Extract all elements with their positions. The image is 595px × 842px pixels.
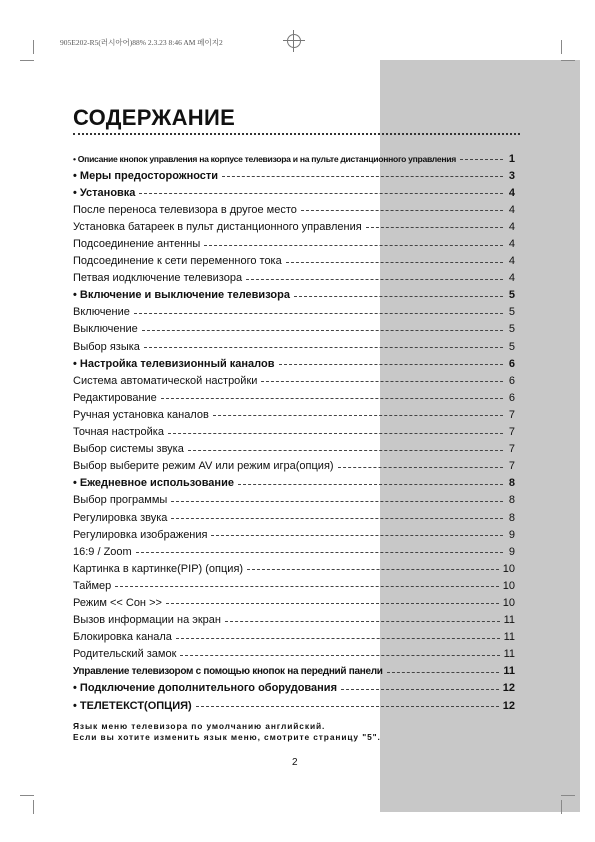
toc-entry-page: 6: [508, 391, 515, 404]
toc-entry-label: • Установка: [73, 186, 136, 199]
toc-entry-page: 4: [508, 186, 515, 199]
toc-entry-page: 5: [508, 306, 515, 319]
toc-entry-page: 7: [508, 460, 515, 473]
toc-entry-label: Ручная установка каналов: [73, 408, 209, 421]
toc-entry[interactable]: [73, 492, 515, 509]
toc-entry[interactable]: [73, 424, 515, 441]
toc-entry[interactable]: [73, 406, 515, 423]
toc-entry-page: 6: [508, 374, 515, 387]
toc-leader-dots: [171, 518, 503, 519]
toc-entry[interactable]: [73, 526, 515, 543]
toc-entry[interactable]: [73, 629, 515, 646]
toc-entry-page: 4: [508, 203, 515, 216]
toc-entry-page: 7: [508, 426, 515, 439]
toc-leader-dots: [225, 621, 500, 622]
toc-entry[interactable]: [73, 218, 515, 235]
toc-entry-label: Система автоматической настройки: [73, 374, 258, 387]
toc-entry-page: 5: [508, 289, 515, 302]
toc-entry[interactable]: [73, 201, 515, 218]
toc-leader-dots: [279, 364, 503, 365]
note-line: Если вы хотите изменить язык меню, смотрите страницу "5".: [73, 732, 381, 742]
toc-entry-page: 10: [502, 562, 515, 575]
toc-entry-label: • Настройка телевизионный каналов: [73, 357, 275, 370]
toc-entry-page: 8: [508, 494, 515, 507]
toc-entry-label: Установка батареек в пульт дистанционного управления: [73, 220, 362, 233]
crop-mark-icon: [561, 40, 562, 54]
toc-entry-page: 9: [508, 528, 515, 541]
registration-mark-icon: [283, 30, 305, 52]
toc-entry-page: 1: [508, 152, 515, 165]
toc-entry-page: 8: [508, 511, 515, 524]
toc-leader-dots: [161, 398, 503, 399]
crop-mark-icon: [20, 60, 34, 61]
toc-entry[interactable]: [73, 680, 515, 697]
toc-entry[interactable]: [73, 287, 515, 304]
toc-leader-dots: [115, 586, 498, 587]
toc-leader-dots: [166, 603, 499, 604]
toc-leader-dots: [460, 159, 503, 160]
toc-leader-dots: [301, 210, 503, 211]
crop-mark-icon: [20, 795, 34, 796]
toc-leader-dots: [213, 415, 503, 416]
toc-entry-label: • Подключение дополнительного оборудования: [73, 682, 337, 695]
toc-leader-dots: [168, 433, 503, 434]
toc-leader-dots: [366, 227, 503, 228]
toc-leader-dots: [142, 330, 503, 331]
crop-mark-icon: [561, 60, 575, 61]
toc-entry-page: 3: [508, 169, 515, 182]
crop-mark-icon: [561, 795, 575, 796]
toc-entry-label: • Включение и выключение телевизора: [73, 289, 290, 302]
toc-leader-dots: [286, 262, 503, 263]
toc-entry-page: 8: [508, 477, 515, 490]
toc-entry-page: 5: [508, 323, 515, 336]
crop-mark-icon: [561, 800, 562, 814]
toc-entry[interactable]: [73, 509, 515, 526]
toc-leader-dots: [204, 245, 503, 246]
note-line: Язык меню телевизора по умолчанию английский.: [73, 721, 326, 731]
toc-entry-page: 12: [502, 682, 515, 695]
toc-entry[interactable]: [73, 167, 515, 184]
toc-entry[interactable]: [73, 560, 515, 577]
toc-leader-dots: [176, 638, 500, 639]
toc-entry-label: Петвая иодключение телевизора: [73, 272, 243, 285]
toc-leader-dots: [211, 535, 503, 536]
toc-entry-label: Редактирование: [73, 391, 157, 404]
toc-entry-page: 10: [502, 579, 515, 592]
toc-entry-label: Подсоединение к сети переменного тока: [73, 255, 282, 268]
crop-mark-icon: [33, 800, 34, 814]
print-info-header: 905E202-R5(러시아어)88% 2.3.23 8:46 AM 페이지2: [60, 38, 223, 47]
toc-entry[interactable]: [73, 577, 515, 594]
toc-entry-label: Блокировка канала: [73, 631, 172, 644]
toc-entry-label: После переноса телевизора в другое место: [73, 203, 297, 216]
toc-entry-page: 9: [508, 545, 515, 558]
toc-entry-label: • Ежедневное использование: [73, 477, 234, 490]
toc-leader-dots: [188, 450, 503, 451]
toc-entry[interactable]: [73, 184, 515, 201]
toc-entry-label: Выбор языка: [73, 340, 140, 353]
toc-entry-label: 16:9 / Zoom: [73, 545, 132, 558]
toc-entry[interactable]: [73, 338, 515, 355]
crop-mark-icon: [33, 40, 34, 54]
toc-leader-dots: [338, 467, 503, 468]
toc-entry-label: • Меры предосторожности: [73, 169, 219, 182]
toc-leader-dots: [139, 193, 503, 194]
toc-entry[interactable]: [73, 389, 515, 406]
toc-entry-label: Регулировка изображения: [73, 528, 208, 541]
toc-entry[interactable]: [73, 150, 515, 167]
toc-entry-label: Включение: [73, 306, 130, 319]
toc-entry-label: Регулировка звука: [73, 511, 168, 524]
toc-entry-page: 11: [503, 631, 515, 644]
page-number: 2: [292, 757, 298, 768]
toc-entry[interactable]: [73, 270, 515, 287]
toc-entry-label: Выключение: [73, 323, 138, 336]
toc-entry[interactable]: [73, 646, 515, 663]
toc-entry-page: 4: [508, 220, 515, 233]
toc-entry-label: Подсоединение антенны: [73, 238, 201, 251]
toc-leader-dots: [247, 569, 499, 570]
toc-entry-page: 12: [502, 699, 515, 712]
toc-leader-dots: [238, 484, 503, 485]
toc-entry[interactable]: [73, 697, 515, 714]
toc-entry-label: Выбор системы звука: [73, 443, 184, 456]
toc-entry-page: 10: [502, 596, 515, 609]
toc-entry-page: 11: [503, 614, 515, 627]
page-title: СОДЕРЖАНИЕ: [73, 105, 236, 130]
toc-entry-page: 5: [508, 340, 515, 353]
toc-entry-page: 7: [508, 408, 515, 421]
toc-entry-page: 7: [508, 443, 515, 456]
toc-entry-page: 6: [508, 357, 515, 370]
toc-leader-dots: [171, 501, 503, 502]
toc-leader-dots: [261, 381, 503, 382]
toc-entry[interactable]: [73, 304, 515, 321]
toc-entry[interactable]: [73, 235, 515, 252]
toc-entry[interactable]: [73, 253, 515, 270]
toc-leader-dots: [196, 706, 499, 707]
toc-entry-label: Выбор выберите режим AV или режим игра(опция): [73, 460, 334, 473]
toc-entry-label: Режим << Сон >>: [73, 596, 162, 609]
toc-entry[interactable]: [73, 543, 515, 560]
toc-entry[interactable]: [73, 594, 515, 611]
toc-entry-label: Выбор программы: [73, 494, 168, 507]
toc-entry-page: 11: [503, 648, 515, 661]
toc-leader-dots: [387, 672, 500, 673]
toc-entry[interactable]: [73, 475, 515, 492]
table-of-contents: [73, 150, 515, 714]
toc-entry-label: • ТЕЛЕТЕКСТ(ОПЦИЯ): [73, 699, 192, 712]
toc-entry[interactable]: [73, 321, 515, 338]
toc-entry-label: Точная настройка: [73, 426, 164, 439]
toc-entry-label: Вызов информации на экран: [73, 614, 221, 627]
toc-entry-page: 11: [503, 665, 515, 678]
toc-leader-dots: [246, 279, 503, 280]
toc-entry[interactable]: [73, 372, 515, 389]
toc-entry[interactable]: [73, 355, 515, 372]
toc-entry[interactable]: [73, 612, 515, 629]
toc-entry-label: Родительский замок: [73, 648, 177, 661]
toc-leader-dots: [134, 313, 503, 314]
toc-entry[interactable]: [73, 663, 515, 680]
toc-leader-dots: [180, 655, 499, 656]
toc-entry-page: 4: [508, 238, 515, 251]
toc-entry-page: 4: [508, 255, 515, 268]
toc-leader-dots: [222, 176, 503, 177]
toc-entry-label: Картинка в картинке(PIP) (опция): [73, 562, 244, 575]
toc-entry-label: Управление телевизором с помощью кнопок на передний панели: [73, 665, 383, 677]
toc-leader-dots: [294, 296, 503, 297]
toc-entry-label: Таймер: [73, 579, 112, 592]
toc-leader-dots: [144, 347, 503, 348]
toc-entry[interactable]: [73, 458, 515, 475]
title-dotted-divider: [73, 133, 520, 135]
language-note: [73, 721, 381, 743]
toc-entry[interactable]: [73, 441, 515, 458]
toc-leader-dots: [341, 689, 499, 690]
toc-entry-label: • Описание кнопок управления на корпусе телевизора и на пульте дистанционного управления: [73, 153, 456, 164]
toc-entry-page: 4: [508, 272, 515, 285]
toc-leader-dots: [136, 552, 503, 553]
